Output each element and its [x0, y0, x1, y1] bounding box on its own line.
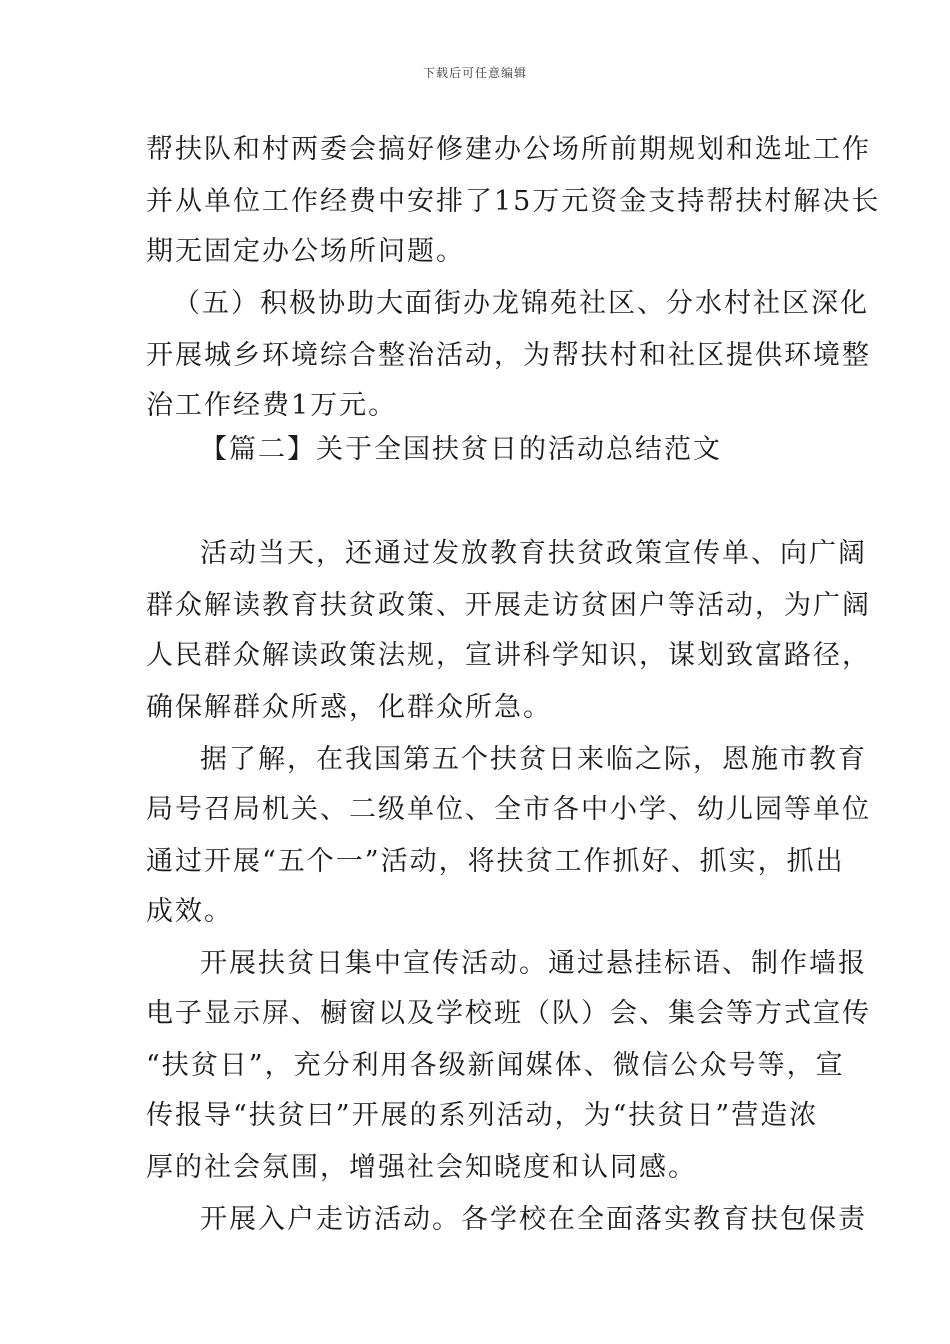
text-line: 确保解群众所惑，化群众所急。: [146, 692, 552, 723]
text-line: 传报导“扶贫曰”开展的系列活动，为“扶贫日”营造浓: [146, 1100, 819, 1131]
text-line: 开展城乡环境综合整治活动，为帮扶村和社区提供环境整: [146, 340, 871, 371]
text-line: （五）积极协助大面街办龙锦苑社区、分水村社区深化: [173, 288, 869, 319]
text-line: 治工作经费1万元。: [146, 390, 398, 421]
text-line: 群众解读教育扶贫政策、开展走访贫困户等活动，为广阔: [146, 590, 871, 621]
text-line: 帮扶队和村两委会搞好修建办公场所前期规划和选址工作: [146, 134, 871, 165]
text-line: 并从单位工作经费中安排了15万元资金支持帮扶村解决长: [146, 186, 881, 217]
text-line: 通过开展“五个一”活动，将扶贫工作抓好、抓实，抓出: [146, 846, 845, 877]
text-line: 人民群众解读政策法规，宣讲科学知识，谋划致富路径，: [146, 640, 871, 671]
text-line: “扶贫日”，充分利用各级新闻媒体、微信公众号等，宣: [146, 1050, 845, 1081]
text-line: 期无固定办公场所问题。: [146, 236, 465, 267]
text-line: 成效。: [146, 896, 233, 927]
text-line: 局号召局机关、二级单位、全市各中小学、幼儿园等单位: [146, 794, 871, 825]
text-line: 活动当天，还通过发放教育扶贫政策宣传单、向广阔: [200, 538, 867, 569]
text-line: 开展入户走访活动。各学校在全面落实教育扶包保责: [200, 1204, 867, 1235]
text-line: 开展扶贫日集中宣传活动。通过悬挂标语、制作墙报: [200, 948, 867, 979]
page-header: 下载后可任意编辑: [422, 66, 527, 80]
section-heading: 【篇二】关于全国扶贫日的活动总结范文: [200, 434, 722, 465]
text-line: 厚的社会氛围，增强社会知晓度和认同感。: [146, 1152, 697, 1183]
text-line: 据了解，在我国第五个扶贫日来临之际，恩施市教育: [200, 744, 867, 775]
text-line: 电子显示屏、橱窗以及学校班（队）会、集会等方式宣传: [146, 998, 871, 1029]
